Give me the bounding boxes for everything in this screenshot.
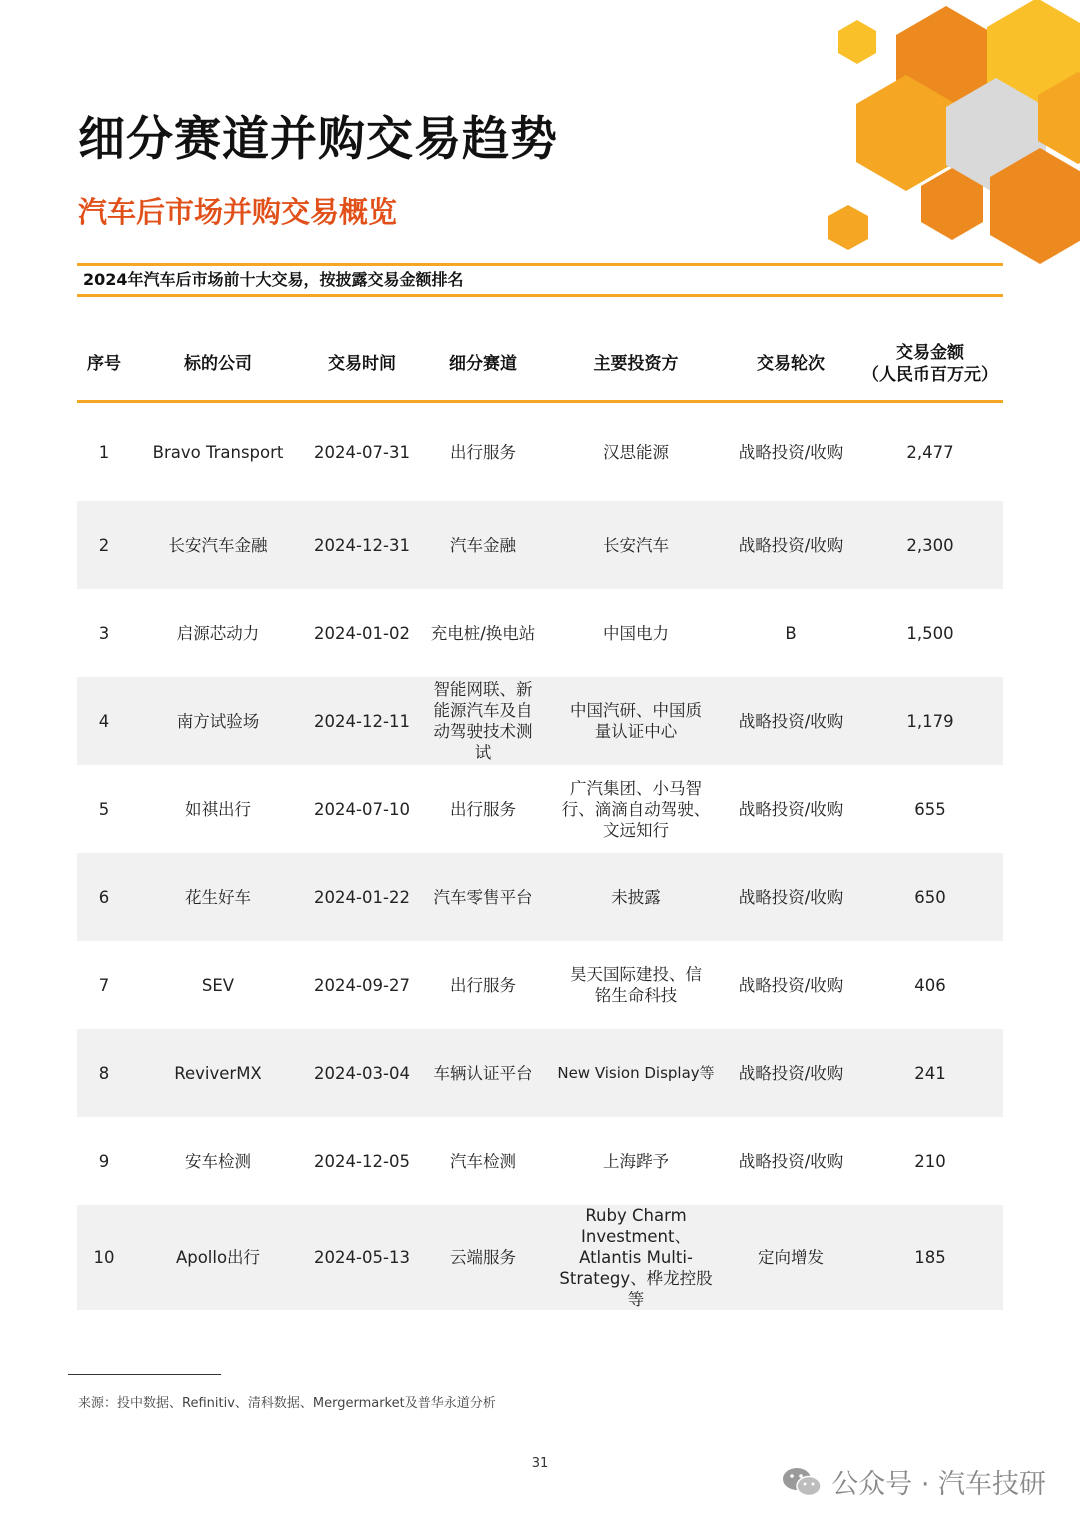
cell-round: 战略投资/收购 [725,501,857,589]
cell-segment: 云端服务 [419,1205,547,1310]
page-number: 31 [531,1456,549,1471]
cell-no: 10 [77,1205,131,1310]
cell-company: 花生好车 [131,853,305,941]
cell-company: ReviverMX [131,1029,305,1117]
cell-investors: 汉思能源 [603,442,669,462]
cell-no: 4 [77,677,131,765]
cell-date: 2024-12-05 [314,1151,410,1171]
cell-investors: Ruby Charm Investment、Atlantis Multi-Strategy、桦龙控股等 [547,1205,725,1310]
header-segment: 细分赛道 [419,328,547,402]
cell-segment: 充电桩/换电站 [430,623,536,643]
table-header-row [77,328,1003,402]
header-amount-line1: 交易金额 [896,343,964,363]
header-date: 交易时间 [305,328,419,402]
cell-amount: 655 [914,799,946,819]
cell-company: Bravo Transport [152,442,284,462]
table-row [77,402,1003,502]
cell-segment: 出行服务 [450,975,516,995]
cell-segment: 汽车零售平台 [419,853,547,941]
cell-round: 战略投资/收购 [725,1029,857,1117]
table-row [77,1205,1003,1310]
cell-round: 战略投资/收购 [738,1151,844,1171]
header-no: 序号 [77,328,131,402]
cell-investors: 长安汽车 [547,501,725,589]
cell-no: 5 [98,799,110,819]
cell-round: 战略投资/收购 [738,442,844,462]
cell-amount: 2,300 [857,501,1003,589]
cell-no: 8 [77,1029,131,1117]
cell-segment: 出行服务 [450,799,516,819]
cell-date: 2024-12-11 [305,677,419,765]
cell-company: 如祺出行 [185,799,251,819]
table-row [77,589,1003,677]
header-amount [857,328,1003,402]
table-row [77,501,1003,589]
cell-no: 3 [98,623,110,643]
table-caption: 2024年汽车后市场前十大交易，按披露交易金额排名 [77,263,1003,297]
cell-date: 2024-09-27 [314,975,410,995]
table-row [77,1029,1003,1117]
cell-investors: 中国汽研、中国质量认证中心 [547,677,725,765]
cell-round: 战略投资/收购 [725,853,857,941]
cell-company: SEV [201,975,235,995]
source-footnote: 来源：投中数据、Refinitiv、清科数据、Mergermarket及普华永道分析 [78,1396,496,1411]
cell-company: Apollo出行 [131,1205,305,1310]
cell-company: 长安汽车金融 [131,501,305,589]
cell-investors: New Vision Display等 [547,1029,725,1117]
cell-investors: 上海跸予 [603,1151,669,1171]
cell-amount: 2,477 [906,442,954,462]
cell-no: 1 [98,442,110,462]
cell-amount: 406 [914,975,946,995]
cell-investors: 广汽集团、小马智行、滴滴自动驾驶、文远知行 [561,778,711,840]
cell-no: 6 [77,853,131,941]
header-investors: 主要投资方 [547,328,725,402]
cell-no: 2 [77,501,131,589]
cell-segment: 智能网联、新能源汽车及自动驾驶技术测试 [419,677,547,765]
cell-segment: 出行服务 [450,442,516,462]
watermark-text: 公众号 · 汽车技研 [831,1469,1046,1500]
cell-investors: 中国电力 [603,623,669,643]
cell-round: 战略投资/收购 [738,975,844,995]
cell-segment: 汽车检测 [450,1151,516,1171]
deal-table [77,328,1003,1310]
header-company: 标的公司 [131,328,305,402]
cell-segment: 汽车金融 [419,501,547,589]
cell-company: 启源芯动力 [176,623,260,643]
cell-amount: 241 [857,1029,1003,1117]
hexagon-shape [828,205,868,250]
cell-company: 安车检测 [185,1151,251,1171]
cell-date: 2024-12-31 [305,501,419,589]
wechat-icon [781,1465,823,1499]
cell-amount: 650 [857,853,1003,941]
cell-date: 2024-07-31 [314,442,410,462]
cell-round: 定向增发 [725,1205,857,1310]
cell-investors: 未披露 [547,853,725,941]
table-row [77,677,1003,765]
cell-date: 2024-07-10 [314,799,410,819]
table-row [77,941,1003,1029]
table-row [77,853,1003,941]
cell-round: 战略投资/收购 [725,677,857,765]
table-row [77,1117,1003,1205]
cell-amount: 210 [914,1151,946,1171]
page-subtitle: 汽车后市场并购交易概览 [78,195,398,229]
hexagon-shape [838,20,876,64]
cell-round: B [785,623,797,643]
cell-amount: 185 [857,1205,1003,1310]
header-round: 交易轮次 [725,328,857,402]
cell-date: 2024-05-13 [305,1205,419,1310]
cell-segment: 车辆认证平台 [419,1029,547,1117]
footnote-divider [68,1374,221,1375]
cell-no: 9 [98,1151,110,1171]
cell-round: 战略投资/收购 [738,799,844,819]
cell-amount: 1,500 [906,623,954,643]
cell-no: 7 [98,975,110,995]
watermark [781,1462,1046,1501]
cell-date: 2024-01-22 [305,853,419,941]
cell-date: 2024-01-02 [314,623,410,643]
cell-investors: 昊天国际建投、信铭生命科技 [570,965,702,1005]
cell-company: 南方试验场 [131,677,305,765]
header-amount-line2: （人民币百万元） [862,365,998,385]
page-title: 细分赛道并购交易趋势 [78,112,558,167]
cell-amount: 1,179 [857,677,1003,765]
cell-date: 2024-03-04 [305,1029,419,1117]
table-row [77,765,1003,853]
